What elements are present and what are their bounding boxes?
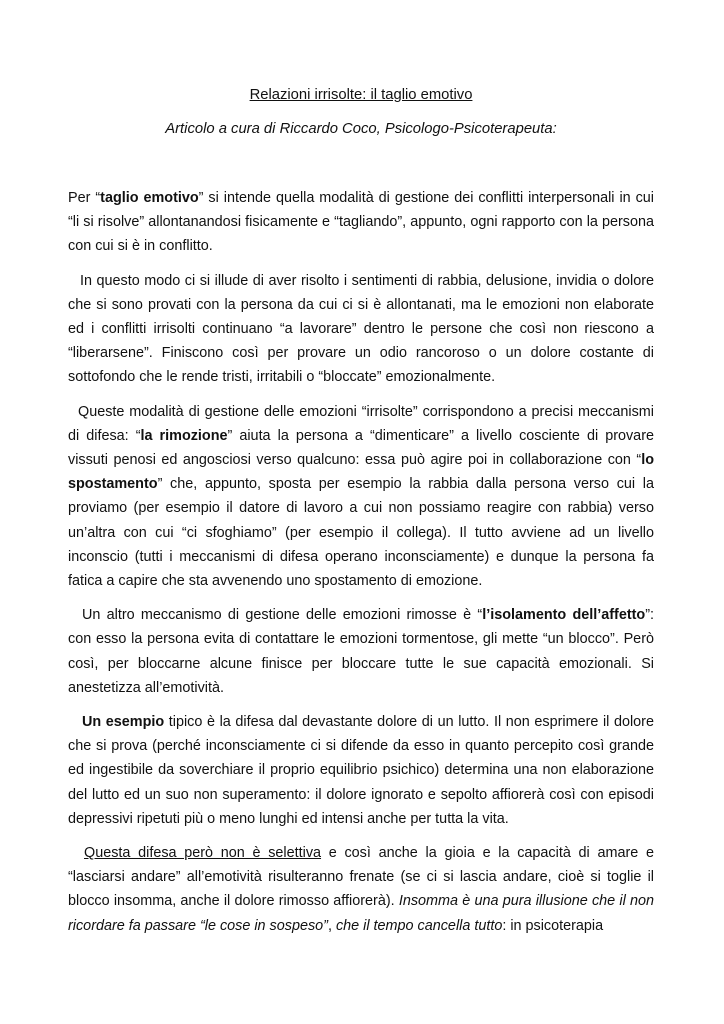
document-body xyxy=(68,186,654,938)
document-title: Relazioni irrisolte: il taglio emotivo xyxy=(249,87,473,103)
paragraph-6 xyxy=(68,841,654,938)
paragraph-3 xyxy=(68,400,654,594)
italic-phrase: che il tempo cancella tutto xyxy=(335,917,503,934)
text-run: ”: con esso la persona evita di contattare le emozioni tormentose, gli mette “un blocco”. Però così, per bloccarne alcune finisce per bloccare tutte le sue capacità emozionali. Si anestetizza all’emotività. xyxy=(68,607,655,696)
text-run: : in psicoterapia xyxy=(502,917,604,934)
bold-term: taglio emotivo xyxy=(100,190,199,206)
text-run: Un altro meccanismo di gestione delle emozioni rimosse è “ xyxy=(82,607,483,624)
text-run: tipico è la difesa dal devastante dolore di un lutto. Il non esprimere il dolore che si prova (perché inconsciamente ci si difende da esso in quanto percepito così grande ed ingestibile da soverchiare il proprio equilibrio psichico) determina una non elaborazione del lutto ed un suo non superamento: il dolore ignorato e sepolto affiorerà così con episodi depressivi ripetuti più o meno lunghi ed intensi anche per tutta la vita. xyxy=(68,714,654,827)
text-run: ” che, appunto, sposta per esempio la rabbia dalla persona verso cui la proviamo (per esempio il datore di lavoro a cui non possiamo reagire con rabbia) verso un’altra con cui “ci sfoghiamo” (per esempio il collega). Il tutto avviene ad un livello inconscio (tutti i meccanismi di difesa operano inconsciamente) e dunque la persona fa fatica a capire che sta avvenendo uno spostamento di emozione. xyxy=(68,476,654,590)
text-run: , xyxy=(327,917,336,934)
bold-term: Un esempio xyxy=(82,714,165,731)
text-run: Queste modalità di gestione delle emozioni “irrisolte” corrispondono a precisi meccanismi di difesa: “ xyxy=(68,403,654,444)
bold-term: la rimozione xyxy=(140,427,228,444)
paragraph-4 xyxy=(68,603,654,700)
text-run: e così anche la gioia e la capacità di amare e “lasciarsi andare” all’emotività risulteranno frenate (se ci si lascia andare, cioè si toglie il blocco insomma, anche il dolore rimosso affiorerà). xyxy=(68,845,654,910)
paragraph-2: In questo modo ci si illude di aver risolto i sentimenti di rabbia, delusione, invidia o dolore che si sono provati con la persona da cui ci si è allontanati, ma le emozioni non elaborate ed i conflitti irrisolti continuano “a lavorare” dentro le persone che così non riescono a “liberarsene”. Finiscono così per provare un odio rancoroso o un dolore costante di sottofondo che le rende tristi, irritabili o “bloccate” emozionalmente. xyxy=(68,272,654,386)
bold-term: lo spostamento xyxy=(68,452,654,493)
underlined-phrase: Questa difesa però non è selettiva xyxy=(84,845,322,862)
bold-term: l’isolamento dell’affetto xyxy=(482,607,646,624)
paragraph-1 xyxy=(68,186,654,259)
italic-phrase: Insomma è una pura illusione che il non ricordare fa passare “le cose in sospeso” xyxy=(68,893,654,934)
paragraph-5 xyxy=(68,710,654,831)
text-run: ” aiuta la persona a “dimenticare” a livello cosciente di provare vissuti penosi ed angosciosi verso qualcuno: essa può agire poi in collaborazione con “ xyxy=(68,427,654,469)
document-subtitle: Articolo a cura di Riccardo Coco, Psicologo-Psicoterapeuta: xyxy=(165,121,557,137)
text-run: Per “ xyxy=(68,190,101,206)
text-run: ” si intende quella modalità di gestione dei conflitti interpersonali in cui “li si risolve” allontanandosi fisicamente e “tagliando”, appunto, ogni rapporto con la persona con cui si è in conflitto. xyxy=(68,190,655,255)
document-page xyxy=(68,84,654,938)
